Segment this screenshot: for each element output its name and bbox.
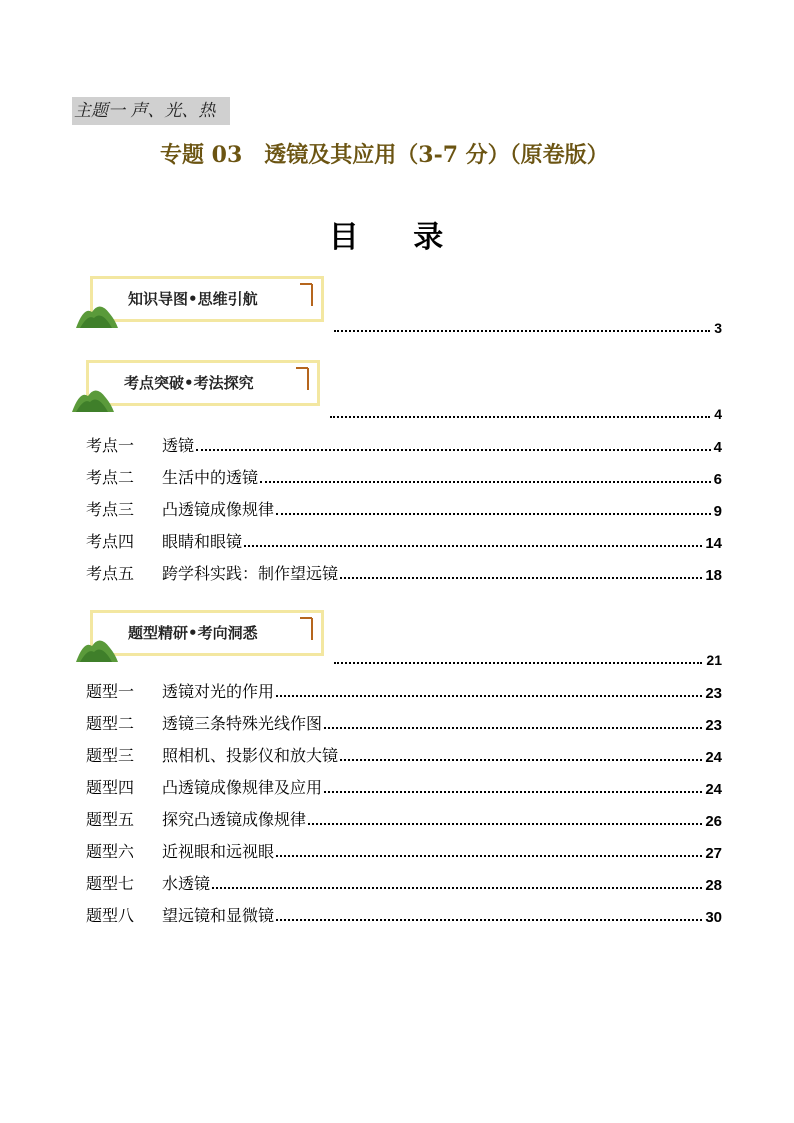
toc-entry[interactable] bbox=[86, 776, 722, 798]
entry-number: 题型八 bbox=[86, 906, 135, 925]
topic-tag: 主题一 声、光、热 bbox=[72, 97, 230, 125]
entry-number: 题型五 bbox=[86, 810, 135, 829]
mountain-icon bbox=[72, 386, 114, 412]
section-badge-mindmap bbox=[82, 276, 326, 324]
entry-number: 考点五 bbox=[86, 564, 135, 583]
page-number: 14 bbox=[705, 535, 722, 552]
corner-decoration-icon bbox=[300, 282, 314, 308]
section-page-line bbox=[334, 648, 722, 668]
entry-name: 跨学科实践：制作望远镜 bbox=[162, 564, 339, 583]
entry-number: 考点一 bbox=[86, 436, 135, 455]
leader-dots bbox=[334, 662, 702, 664]
leader-dots bbox=[260, 481, 711, 483]
toc-entry[interactable] bbox=[86, 498, 722, 520]
entry-name: 水透镜 bbox=[162, 874, 211, 893]
toc-entry[interactable] bbox=[86, 744, 722, 766]
mountain-icon bbox=[76, 636, 118, 662]
leader-dots bbox=[196, 449, 711, 451]
toc-entry[interactable] bbox=[86, 530, 722, 552]
page-number: 4 bbox=[713, 439, 722, 456]
toc-entry[interactable] bbox=[86, 680, 722, 702]
page-number: 30 bbox=[705, 909, 722, 926]
page-number: 4 bbox=[714, 406, 722, 422]
toc-entry[interactable] bbox=[86, 872, 722, 894]
page-number: 23 bbox=[705, 717, 722, 734]
page-number: 23 bbox=[705, 685, 722, 702]
section-label: 题型精研•考向洞悉 bbox=[128, 624, 258, 642]
entry-number: 题型一 bbox=[86, 682, 135, 701]
corner-decoration-icon bbox=[296, 366, 310, 392]
page-number: 18 bbox=[705, 567, 722, 584]
section-page-line bbox=[334, 316, 722, 336]
page-number: 28 bbox=[705, 877, 722, 894]
leader-dots bbox=[276, 695, 702, 697]
toc-heading: 目 录 bbox=[328, 220, 466, 255]
leader-dots bbox=[276, 919, 702, 921]
entry-name: 近视眼和远视眼 bbox=[162, 842, 275, 861]
entry-number: 题型六 bbox=[86, 842, 135, 861]
page-number: 24 bbox=[705, 781, 722, 798]
entry-number: 题型三 bbox=[86, 746, 135, 765]
leader-dots bbox=[340, 577, 702, 579]
entry-name: 透镜对光的作用 bbox=[162, 682, 275, 701]
entry-name: 照相机、投影仪和放大镜 bbox=[162, 746, 339, 765]
entry-number: 考点二 bbox=[86, 468, 135, 487]
entry-number: 题型二 bbox=[86, 714, 135, 733]
page-number: 27 bbox=[705, 845, 722, 862]
page-number: 9 bbox=[713, 503, 722, 520]
section-page-line bbox=[330, 402, 722, 422]
leader-dots bbox=[276, 855, 702, 857]
section-badge-tixing bbox=[82, 610, 326, 658]
page-number: 24 bbox=[705, 749, 722, 766]
leader-dots bbox=[276, 513, 711, 515]
entry-number: 考点四 bbox=[86, 532, 135, 551]
page-number: 6 bbox=[713, 471, 722, 488]
toc-entry[interactable] bbox=[86, 434, 722, 456]
leader-dots bbox=[330, 416, 710, 418]
toc-entry[interactable] bbox=[86, 466, 722, 488]
entry-name: 望远镜和显微镜 bbox=[162, 906, 275, 925]
corner-decoration-icon bbox=[300, 616, 314, 642]
entry-number: 考点三 bbox=[86, 500, 135, 519]
entry-name: 凸透镜成像规律及应用 bbox=[162, 778, 323, 797]
toc-entry[interactable] bbox=[86, 712, 722, 734]
entry-name: 透镜三条特殊光线作图 bbox=[162, 714, 323, 733]
section-label: 知识导图•思维引航 bbox=[128, 290, 258, 308]
entry-number: 题型七 bbox=[86, 874, 135, 893]
leader-dots bbox=[340, 759, 702, 761]
toc-entry[interactable] bbox=[86, 840, 722, 862]
leader-dots bbox=[308, 823, 702, 825]
leader-dots bbox=[244, 545, 702, 547]
page-number: 21 bbox=[706, 652, 722, 668]
entry-name: 眼睛和眼镜 bbox=[162, 532, 243, 551]
page-number: 3 bbox=[714, 320, 722, 336]
leader-dots bbox=[324, 791, 702, 793]
section-label: 考点突破•考法探究 bbox=[124, 374, 254, 392]
leader-dots bbox=[324, 727, 702, 729]
entry-name: 生活中的透镜 bbox=[162, 468, 259, 487]
leader-dots bbox=[212, 887, 702, 889]
mountain-icon bbox=[76, 302, 118, 328]
section-badge-kaodian bbox=[78, 360, 322, 408]
toc-entry[interactable] bbox=[86, 562, 722, 584]
entry-name: 透镜 bbox=[162, 436, 195, 455]
leader-dots bbox=[334, 330, 710, 332]
page-number: 26 bbox=[705, 813, 722, 830]
entry-number: 题型四 bbox=[86, 778, 135, 797]
entry-name: 探究凸透镜成像规律 bbox=[162, 810, 307, 829]
toc-entry[interactable] bbox=[86, 808, 722, 830]
document-title: 专题 03 透镜及其应用（3-7 分）（原卷版） bbox=[160, 142, 609, 168]
toc-entry[interactable] bbox=[86, 904, 722, 926]
entry-name: 凸透镜成像规律 bbox=[162, 500, 275, 519]
